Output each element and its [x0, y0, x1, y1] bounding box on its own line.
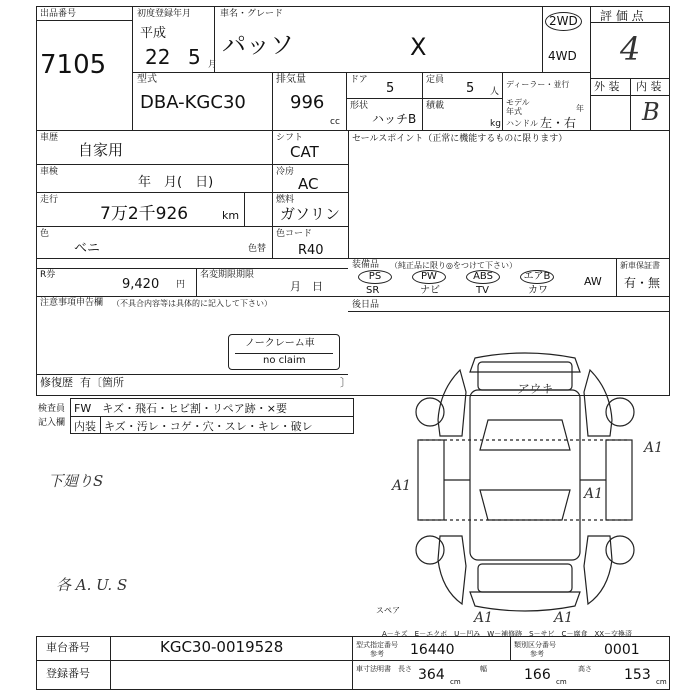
damage-a1-bottom2: A1 — [554, 610, 574, 626]
inspector-label2: 記入欄 — [38, 418, 66, 428]
displacement-value: 996 — [290, 92, 325, 113]
inspector-row2-label: 内装 — [74, 420, 96, 433]
damage-a1-right: A1 — [644, 440, 664, 456]
equipment-tv: TV — [476, 285, 489, 296]
equipment-sr: SR — [366, 285, 380, 296]
inspector-label1: 検査員 — [38, 404, 66, 414]
class-number-sub: 参考 — [530, 650, 544, 658]
drive-2wd: 2WD — [545, 12, 582, 31]
history-label: 車歴 — [40, 133, 59, 143]
doors-label: ドア — [350, 75, 368, 85]
later-date-label: 後日品 — [352, 300, 380, 310]
chassis-value: KGC30-0019528 — [160, 638, 284, 656]
inspection-label: 車検 — [40, 167, 59, 177]
width-value: 166 — [524, 667, 551, 683]
color-change-label: 色替 — [248, 244, 267, 254]
class-number-value: 0001 — [604, 642, 640, 658]
roof-note: アウキ — [516, 382, 553, 396]
chassis-label: 車台番号 — [46, 641, 90, 654]
lot-number: 7105 — [40, 50, 107, 80]
displacement-label: 排気量 — [276, 74, 306, 85]
warranty-label: 新車保証書 — [620, 261, 660, 270]
type-designation-label: 型式指定番号 — [356, 641, 398, 649]
type-designation-value: 16440 — [410, 642, 455, 658]
inspector-row1: FW キズ・飛石・ヒビ割・リペア跡・×要 — [74, 402, 287, 415]
no-claim-stamp — [228, 334, 340, 370]
load-label: 積載 — [426, 101, 445, 111]
notes-label: 注意事項申告欄 — [40, 298, 104, 308]
capacity-value: 5 — [466, 81, 475, 96]
repair-value: 有〔箇所 — [80, 376, 124, 389]
inspection-value: 年 月( 日) — [138, 175, 214, 190]
doors-value: 5 — [386, 81, 395, 96]
type-designation-sub: 参考 — [370, 650, 384, 658]
ac-label: 冷房 — [276, 167, 295, 177]
drive-4wd: 4WD — [548, 49, 577, 63]
equipment-pw: PW — [412, 270, 446, 284]
registration-era: 平成 — [140, 26, 167, 41]
score-value: 4 — [620, 30, 641, 68]
shape-value: ハッチB — [372, 112, 417, 126]
color-label: 色 — [40, 229, 50, 239]
equipment-navi: ナビ — [420, 285, 440, 296]
reg-number-label: 登録番号 — [46, 667, 90, 680]
equipment-ps: PS — [358, 270, 392, 284]
fuel-value: ガソリン — [280, 205, 341, 223]
handle-label: ハンドル — [506, 119, 538, 128]
equipment-airbag: エアB — [520, 270, 554, 284]
damage-legend: A－キズ E－エクボ U－凹み W－補修跡 S－サビ C－腐食 XX－交換済 — [382, 630, 633, 638]
model-year-unit: 年 — [576, 104, 584, 113]
name-change-label: 名変期限期限 — [200, 270, 255, 280]
equipment-aw: AW — [584, 275, 602, 288]
recycle-unit: 円 — [176, 280, 186, 290]
damage-a1-center: A1 — [584, 486, 604, 502]
height-unit: cm — [656, 678, 667, 686]
notes-sub: （不具合内容等は具体的に記入して下さい） — [112, 299, 272, 308]
car-name: パッソ — [222, 31, 294, 59]
warranty-value: 有・無 — [624, 276, 661, 290]
mileage-label: 走行 — [40, 195, 59, 205]
equipment-label: 装備品 — [352, 260, 380, 270]
recycle-label: R券 — [40, 270, 56, 280]
color-value: ベニ — [74, 241, 101, 256]
inspector-row2: キズ・汚レ・コゲ・穴・スレ・キレ・破レ — [104, 420, 313, 433]
damage-a1-left: A1 — [392, 478, 412, 494]
model-value: DBA-KGC30 — [140, 92, 246, 113]
equipment-leather: カワ — [528, 285, 548, 296]
damage-a1-bottom1: A1 — [474, 610, 494, 626]
repair-close: 〕 — [340, 376, 351, 389]
shape-label: 形状 — [350, 101, 369, 111]
equipment-note: （純正品に限り◎をつけて下さい） — [390, 261, 517, 270]
registration-year: 22 — [145, 45, 171, 69]
height-label: 高さ — [578, 665, 592, 673]
model-year-label: モデル年式 — [506, 98, 530, 116]
interior-label: 内 装 — [636, 80, 662, 93]
repair-label: 修復歴 — [40, 376, 73, 389]
handle-value: 左・右 — [540, 116, 577, 130]
history-value: 自家用 — [78, 141, 124, 159]
equipment-abs: ABS — [466, 270, 500, 284]
color-code-label: 色コード — [276, 229, 313, 239]
spare-label: スペア — [376, 606, 400, 615]
length-unit: cm — [450, 678, 461, 686]
class-number-label: 類別区分番号 — [514, 641, 556, 649]
width-unit: cm — [556, 678, 567, 686]
no-claim-jp: ノークレーム車 — [245, 338, 315, 349]
car-grade: X — [410, 33, 427, 61]
registration-month-unit: 月 — [208, 60, 218, 70]
height-value: 153 — [624, 667, 651, 683]
capacity-label: 定員 — [426, 75, 445, 85]
sales-point-label: セールスポイント（正常に機能するものに限ります） — [352, 134, 568, 144]
car-name-label: 車名・グレード — [220, 9, 284, 19]
name-change-value: 月 日 — [290, 280, 323, 293]
recycle-value: 9,420 — [122, 277, 160, 292]
model-label: 型式 — [137, 74, 157, 85]
length-label: 長さ — [398, 665, 412, 673]
dealer-label: ディーラー・並行 — [506, 80, 570, 89]
interior-score: B — [642, 98, 660, 126]
exterior-label: 外 装 — [594, 80, 620, 93]
handwritten-note2: 各 A. U. S — [56, 576, 128, 594]
shift-value: CAT — [290, 143, 319, 161]
ac-value: AC — [298, 175, 319, 193]
lot-label: 出品番号 — [40, 9, 77, 19]
registration-month: 5 — [188, 45, 201, 69]
dimensions-label: 車寸法明書 — [356, 665, 391, 673]
color-code-value: R40 — [298, 243, 324, 258]
length-value: 364 — [418, 667, 445, 683]
capacity-unit: 人 — [490, 87, 500, 97]
no-claim-en: no claim — [263, 355, 306, 366]
handwritten-note1: 下廻りS — [48, 472, 104, 490]
displacement-unit: cc — [330, 117, 340, 127]
shift-label: シフト — [276, 133, 304, 143]
width-label: 幅 — [480, 665, 487, 673]
mileage-unit: km — [222, 209, 240, 222]
mileage-value: 7万2千926 — [100, 204, 189, 224]
registration-label: 初度登録年月 — [137, 9, 192, 19]
score-label: 評 価 点 — [600, 9, 644, 23]
fuel-label: 燃料 — [276, 195, 295, 205]
load-unit: kg — [490, 119, 501, 129]
